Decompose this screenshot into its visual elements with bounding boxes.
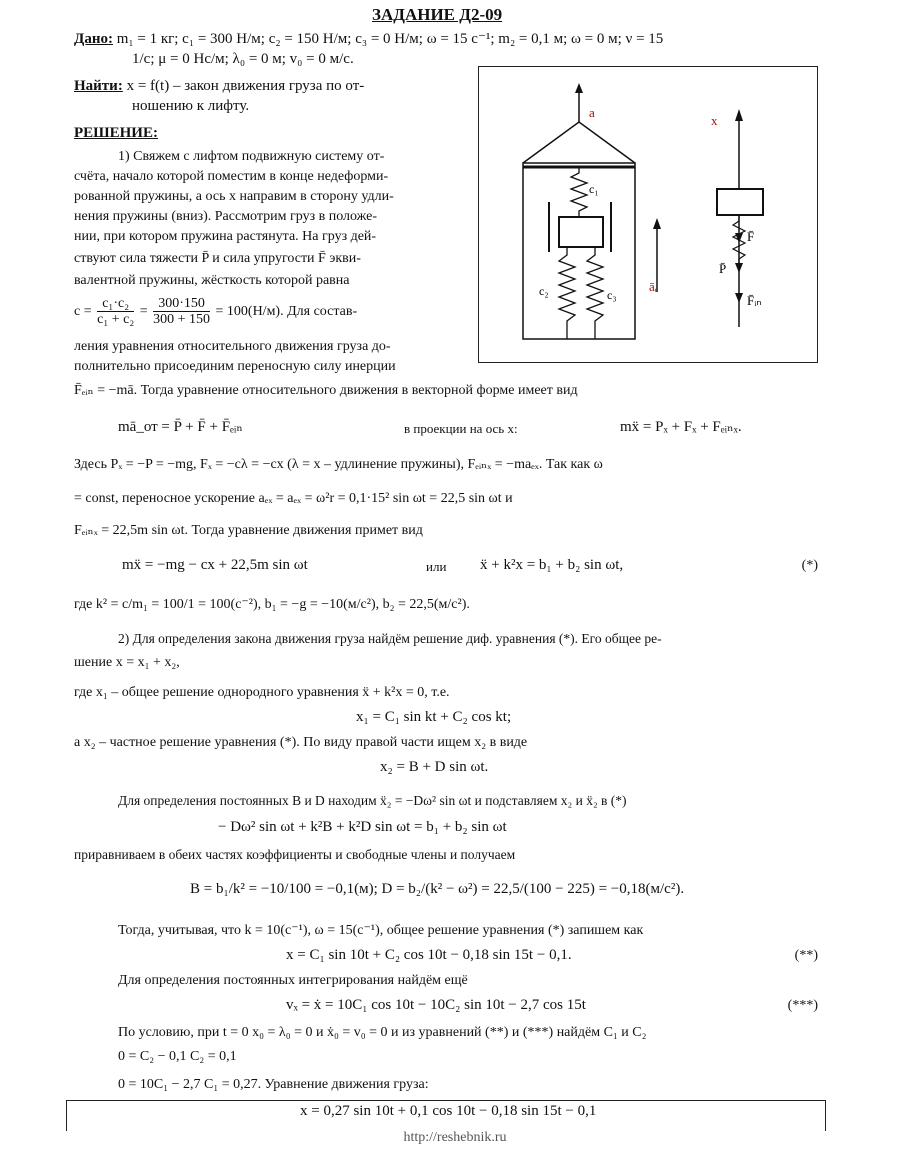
label-F: F̄ (747, 229, 755, 244)
equation-x1: x₁ = C₁ sin kt + C₂ cos kt; (356, 709, 512, 725)
para4-line-1: 2) Для определения закона движения груза найдём решение диф. уравнения (*). Его общее ре- (118, 631, 662, 646)
para2-line-3: Fₑᵢₙₓ = 22,5m sin ωt. Тогда уравнение движения примет вид (74, 523, 423, 538)
find-label: Найти: (74, 78, 123, 94)
stiffness-den-2: 300 + 150 (153, 312, 211, 328)
label-Fin: F̄ᵢₙ (747, 293, 762, 308)
stiffness-num-2: 300·150 (153, 296, 210, 312)
find-text-1: x = f(t) – закон движения груза по от- (126, 78, 365, 94)
equation-velocity: vₓ = ẋ = 10C₁ cos 10t − 10C₂ sin 10t − 2,7 cos 15t (286, 997, 586, 1013)
para4-line-4: а x₂ – частное решение уравнения (*). По виду правой части ищем x₂ в виде (74, 735, 528, 750)
find-line-1 (74, 77, 364, 95)
equation-motion-2: ẍ + k²x = b₁ + b₂ sin ωt, (480, 557, 624, 573)
equation-number-2: (**) (794, 948, 818, 963)
para1-line-8: ления уравнения относительного движения груза до- (74, 339, 391, 354)
para4-line-3: где x₁ – общее решение однородного уравнения ẍ + k²x = 0, т.е. (74, 685, 450, 700)
para5-line-2: приравниваем в обеих частях коэффициенты и свободные члены и получаем (74, 847, 516, 862)
stiffness-equation: c = $\frac{\text{c₁·c₂}}{\text{c₁ + c₂}}$ = $\frac{300\cdot 150}{300 + 150}$ = 100(Н/м). Для состав- (74, 296, 358, 328)
stiffness-den: c₁ + c₂ (97, 312, 135, 328)
label-P: P̄ (719, 261, 727, 276)
para1-line-2: счёта, начало которой поместим в конце недеформи- (74, 169, 389, 184)
stiffness-num: c₁·c₂ (97, 296, 134, 312)
label-ae: āₑ (649, 279, 659, 294)
para1-line-1: 1) Свяжем с лифтом подвижную систему от- (118, 149, 385, 164)
mass-block (559, 217, 603, 247)
equation-substitution: − Dω² sin ωt + k²B + k²D sin ωt = b₁ + b₂ sin ωt (218, 819, 507, 835)
para1-line-4: нения пружины (вниз). Рассмотрим груз в положе- (74, 209, 378, 224)
stiffness-fraction-2 (153, 296, 210, 327)
para1-line-6: ствуют сила тяжести P̄ и сила упругости F̄ экви- (74, 251, 361, 266)
force-P-arrow-icon (735, 263, 743, 273)
page-title: ЗАДАНИЕ Д2-09 (372, 5, 503, 24)
spring-top (571, 167, 587, 217)
equation-motion: mẍ = −mg − cx + 22,5m sin ωt (122, 557, 308, 573)
para6-line-1: Тогда, учитывая, что k = 10(с⁻¹), ω = 15(с⁻¹), общее решение уравнения (*) запишем как (118, 923, 644, 938)
para1-line-7: валентной пружины, жёсткость которой равна (74, 273, 350, 288)
para7-line-1: По условию, при t = 0 x₀ = λ₀ = 0 и ẋ₀ = v₀ = 0 и из уравнений (**) и (***) найдём C₁ и C₂ (118, 1025, 647, 1040)
equation-x2: x₂ = B + D sin ωt. (380, 759, 489, 775)
para5-line-1: Для определения постоянных B и D находим ẍ₂ = −Dω² sin ωt и подставляем x₂ и ẍ₂ в (*) (118, 793, 627, 808)
force-in-arrow-icon (735, 293, 743, 303)
para1-line-5: нии, при котором пружина растянута. На груз дей- (74, 229, 377, 244)
accel-arrow-icon (653, 218, 661, 229)
solution-label: РЕШЕНИЕ: (74, 125, 158, 141)
para2-line-1: Здесь Pₓ = −P = −mg, Fₓ = −cλ = −cx (λ = x – удлинение пружины), Fₑᵢₙₓ = −maₑₓ. Так как ω (74, 457, 603, 472)
find-line-2: ношению к лифту. (132, 98, 250, 114)
equation-or: или (426, 559, 447, 574)
figure-box (478, 66, 818, 363)
label-x: x (711, 113, 718, 128)
equation-vector: mā_от = P̄ + F̄ + F̄ₑᵢₙ (118, 419, 243, 435)
equation-projection-label: в проекции на ось x: (404, 421, 518, 436)
given-text-1: m₁ = 1 кг; c₁ = 300 Н/м; c₂ = 150 Н/м; c₃ = 0 Н/м; ω = 15 с⁻¹; m₂ = 0,1 м; ω = 0 м; ν = 15 (116, 31, 664, 47)
given-label: Дано: (74, 31, 113, 47)
given-line-1 (74, 30, 663, 48)
para1-line-3: рованной пружины, а ось x направим в сторону удли- (74, 189, 394, 204)
lift-arrow-icon (575, 83, 583, 93)
para7-line-3: 0 = 10C₁ − 2,7 C₁ = 0,27. Уравнение движения груза: (118, 1077, 429, 1092)
given-line-2: 1/с; μ = 0 Нс/м; λ₀ = 0 м; v₀ = 0 м/с. (132, 51, 354, 67)
label-c2: c₂ (539, 284, 549, 298)
para1-line-10: F̄ₑᵢₙ = −mā. Тогда уравнение относительного движения в векторной форме имеет вид (74, 383, 578, 398)
equation-number-3: (***) (787, 998, 818, 1013)
footer-url: http://reshebnik.ru (403, 1130, 507, 1145)
spring-bottom-right (587, 247, 603, 339)
para6-line-2: Для определения постоянных интегрирования найдём ещё (118, 973, 468, 988)
lift-cabin (523, 163, 635, 339)
stiffness-result: = 100(Н/м). Для состав- (215, 304, 358, 319)
para4-line-2: шение x = x₁ + x₂, (74, 655, 180, 670)
x-axis-arrow-icon (735, 109, 743, 121)
equation-number-star: (*) (801, 558, 818, 573)
label-c3: c₃ (607, 288, 617, 302)
final-equation: x = 0,27 sin 10t + 0,1 cos 10t − 0,18 sin 15t − 0,1 (300, 1103, 597, 1119)
para3-line: где k² = c/m₁ = 100/1 = 100(с⁻²), b₁ = −g = −10(м/с²), b₂ = 22,5(м/с²). (74, 597, 470, 612)
para7-line-2: 0 = C₂ − 0,1 C₂ = 0,1 (118, 1049, 237, 1064)
equation-general: x = C₁ sin 10t + C₂ cos 10t − 0,18 sin 15t − 0,1. (286, 947, 572, 963)
para1-line-9: полнительно присоединим переносную силу инерции (74, 359, 396, 374)
spring-bottom-left (559, 247, 575, 339)
equation-projection: mẍ = Pₓ + Fₓ + Fₑᵢₙₓ. (620, 419, 742, 435)
stiffness-fraction-1 (97, 296, 134, 327)
label-c1: c₁ (589, 182, 599, 196)
lift-roof (523, 122, 635, 163)
equation-B-D: B = b₁/k² = −10/100 = −0,1(м); D = b₂/(k² − ω²) = 22,5/(100 − 225) = −0,18(м/с²). (190, 881, 685, 897)
body-block (717, 189, 763, 215)
stiffness-lhs: c = (74, 304, 92, 319)
mechanism-diagram (479, 67, 817, 362)
label-a: a (589, 105, 595, 120)
para2-line-2: = const, переносное ускорение aₑₓ = aₑₓ = ω²r = 0,1·15² sin ωt = 22,5 sin ωt и (74, 491, 513, 506)
